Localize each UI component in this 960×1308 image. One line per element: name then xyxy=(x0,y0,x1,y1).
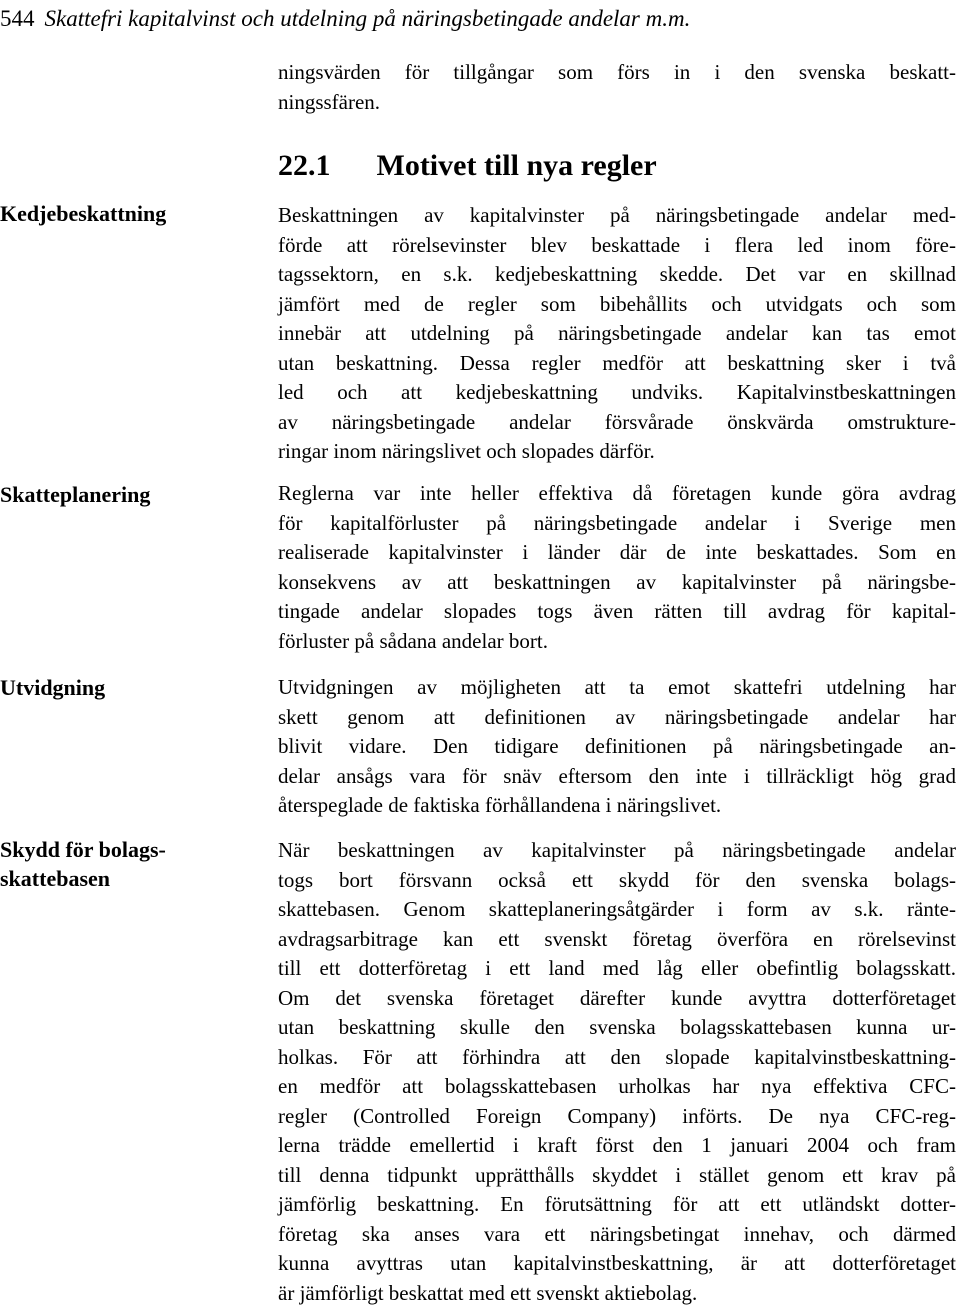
section-heading xyxy=(278,149,657,183)
section-title: Motivet till nya regler xyxy=(376,149,657,182)
text-line: Om det svenska företaget därefter kunde avyttra dotterföretaget xyxy=(278,985,956,1010)
text-line: företag ska anses vara ett näringsbetingat innehav, och därmed xyxy=(278,1221,956,1246)
text-line: När beskattningen av kapitalvinster på näringsbetingade andelar xyxy=(278,838,956,862)
text-line: Reglerna var inte heller effektiva då företagen kunde göra avdrag xyxy=(278,481,956,505)
text-line: tagssektorn, en s.k. kedjebeskattning skedde. Det var en skillnad xyxy=(278,262,956,286)
text-line: togs bort försvann också ett skydd för den svenska bolags- xyxy=(278,867,956,892)
text-line: blivit vidare. Den tidigare definitionen på näringsbetingade an- xyxy=(278,734,956,758)
text-line: utan beskattning skulle den svenska bolagsskattebasen kunna ur- xyxy=(278,1015,956,1039)
text-line: innebär att utdelning på näringsbetingade andelar kan tas emot xyxy=(278,321,956,345)
text-line: regler (Controlled Foreign Company) införts. De nya CFC-reg- xyxy=(278,1103,956,1128)
text-line: konsekvens av att beskattningen av kapitalvinster på näringsbe- xyxy=(278,569,956,594)
paragraph-skatteplanering xyxy=(278,479,956,656)
text-line: Beskattningen av kapitalvinster på näringsbetingade andelar med- xyxy=(278,203,956,227)
margin-note-utvidgning xyxy=(0,673,240,702)
text-line: är jämförligt beskattat med ett svenskt aktiebolag. xyxy=(278,1280,698,1305)
text-line: kunna avyttras utan kapitalvinstbeskattning, är att dotterföretaget xyxy=(278,1251,956,1275)
text-line: lerna trädde emellertid i kraft först den 1 januari 2004 och fram xyxy=(278,1133,956,1157)
text-line: skattebasen. Genom skatteplaneringsåtgärder i form av s.k. ränte- xyxy=(278,897,956,921)
text-line: till denna tidpunkt upprätthålls skyddet i stället genom ett krav på xyxy=(278,1162,956,1187)
margin-note-skatteplanering xyxy=(0,480,240,509)
text-line: Utvidgningen av möjligheten att ta emot skattefri utdelning har xyxy=(278,675,956,699)
text-line: realiserade kapitalvinster i länder där de inte beskattades. Som en xyxy=(278,540,956,564)
paragraph-skydd xyxy=(278,836,956,1308)
margin-note-line: skattebasen xyxy=(0,866,111,891)
text-line: holkas. För att förhindra att den slopade kapitalvinstbeskattning- xyxy=(278,1044,956,1069)
text-line: skett genom att definitionen av näringsbetingade andelar har xyxy=(278,704,956,729)
running-title: Skattefri kapitalvinst och utdelning på näringsbetingade andelar m.m. xyxy=(44,6,691,31)
margin-note-line: Skatteplanering xyxy=(0,482,151,507)
text-line: ningssfären. xyxy=(278,89,381,114)
paragraph-utvidgning xyxy=(278,673,956,821)
text-line: delar ansågs vara för snäv eftersom den inte i tillräckligt hög grad xyxy=(278,763,956,788)
margin-note-line: Kedjebeskattning xyxy=(0,201,167,226)
text-line: en medför att bolagsskattebasen urholkas har nya effektiva CFC- xyxy=(278,1074,956,1098)
text-line: förluster på sådana andelar bort. xyxy=(278,628,548,653)
text-line: till ett dotterföretag i ett land med låg eller obefintlig bolagsskatt. xyxy=(278,956,956,980)
text-line: ningsvärden för tillgångar som förs in i den svenska beskatt- xyxy=(278,60,956,84)
text-line: jämfört med de regler som bibehållits och utvidgats och som xyxy=(278,291,956,316)
paragraph-kedjebeskattning xyxy=(278,201,956,467)
text-line: förde att rörelsevinster blev beskattade i flera led inom före- xyxy=(278,232,956,257)
text-line: utan beskattning. Dessa regler medför att beskattning sker i två xyxy=(278,350,956,375)
margin-note-line: Utvidgning xyxy=(0,675,106,700)
text-line: led och att kedjebeskattning undviks. Kapitalvinstbeskattningen xyxy=(278,380,956,404)
continued-paragraph xyxy=(278,58,956,117)
section-number: 22.1 xyxy=(278,149,331,182)
margin-note-skydd xyxy=(0,835,240,893)
text-line: jämförlig beskattning. En förutsättning för att ett utländskt dotter- xyxy=(278,1192,956,1216)
text-line: tingade andelar slopades togs även rätten till avdrag för kapital- xyxy=(278,599,956,623)
running-head xyxy=(0,4,690,34)
page-number: 544 xyxy=(0,6,35,31)
margin-note-kedjebeskattning xyxy=(0,199,240,228)
text-line: avdragsarbitrage kan ett svenskt företag överföra en rörelsevinst xyxy=(278,926,956,951)
text-line: återspeglade de faktiska förhållandena i näringslivet. xyxy=(278,793,722,817)
text-line: ringar inom näringslivet och slopades därför. xyxy=(278,439,655,463)
text-line: för kapitalförluster på näringsbetingade andelar i Sverige men xyxy=(278,510,956,535)
text-line: av näringsbetingade andelar försvårade önskvärda omstrukture- xyxy=(278,409,956,434)
margin-note-line: Skydd för bolags- xyxy=(0,837,166,862)
